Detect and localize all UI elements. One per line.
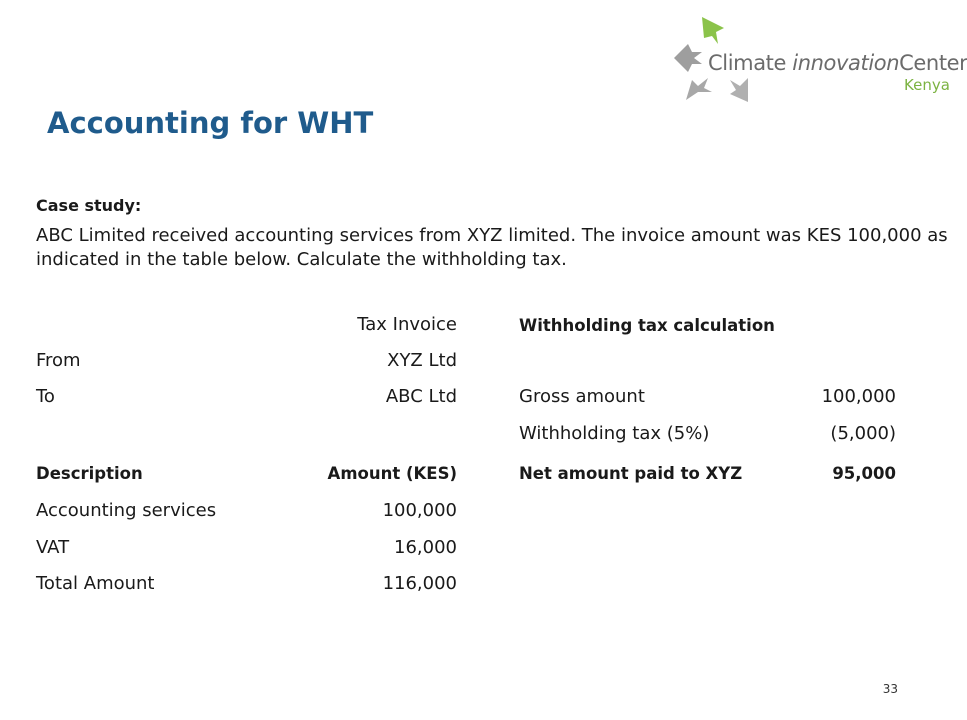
- invoice-header: Tax Invoice: [357, 314, 457, 335]
- wht-header: Withholding tax calculation: [519, 316, 775, 335]
- wht-net-value: 95,000: [832, 464, 896, 483]
- invoice-row-amount: 16,000: [394, 537, 457, 558]
- page-number: 33: [882, 682, 898, 696]
- invoice-row-description: VAT: [36, 537, 70, 558]
- invoice-to-label: To: [36, 386, 55, 407]
- invoice-to-value: ABC Ltd: [385, 386, 457, 407]
- logo-wordmark: Climate innovationCenter: [708, 51, 967, 75]
- invoice-from-label: From: [36, 350, 81, 371]
- case-study-heading: Case study:: [36, 196, 142, 215]
- invoice-row-description: Total Amount: [36, 573, 155, 594]
- wht-row-label: Withholding tax (5%): [519, 423, 710, 444]
- invoice-row-amount: 116,000: [382, 573, 457, 594]
- wht-row-label: Gross amount: [519, 386, 645, 407]
- wht-row-value: (5,000): [830, 423, 896, 444]
- wht-row-value: 100,000: [821, 386, 896, 407]
- wht-net-label: Net amount paid to XYZ: [519, 464, 743, 483]
- slide-title: Accounting for WHT: [47, 106, 374, 140]
- invoice-row-description: Accounting services: [36, 500, 217, 521]
- invoice-amount-header: Amount (KES): [327, 464, 457, 483]
- climate-innovation-center-logo: [672, 14, 967, 106]
- invoice-row-amount: 100,000: [382, 500, 457, 521]
- invoice-description-header: Description: [36, 464, 143, 483]
- invoice-from-value: XYZ Ltd: [387, 350, 457, 371]
- logo-subtitle: Kenya: [904, 76, 950, 94]
- case-study-text: ABC Limited received accounting services from XYZ limited. The invoice amount was KES 100,000 as indicated in the table below. Calculate the withholding tax.: [36, 225, 948, 270]
